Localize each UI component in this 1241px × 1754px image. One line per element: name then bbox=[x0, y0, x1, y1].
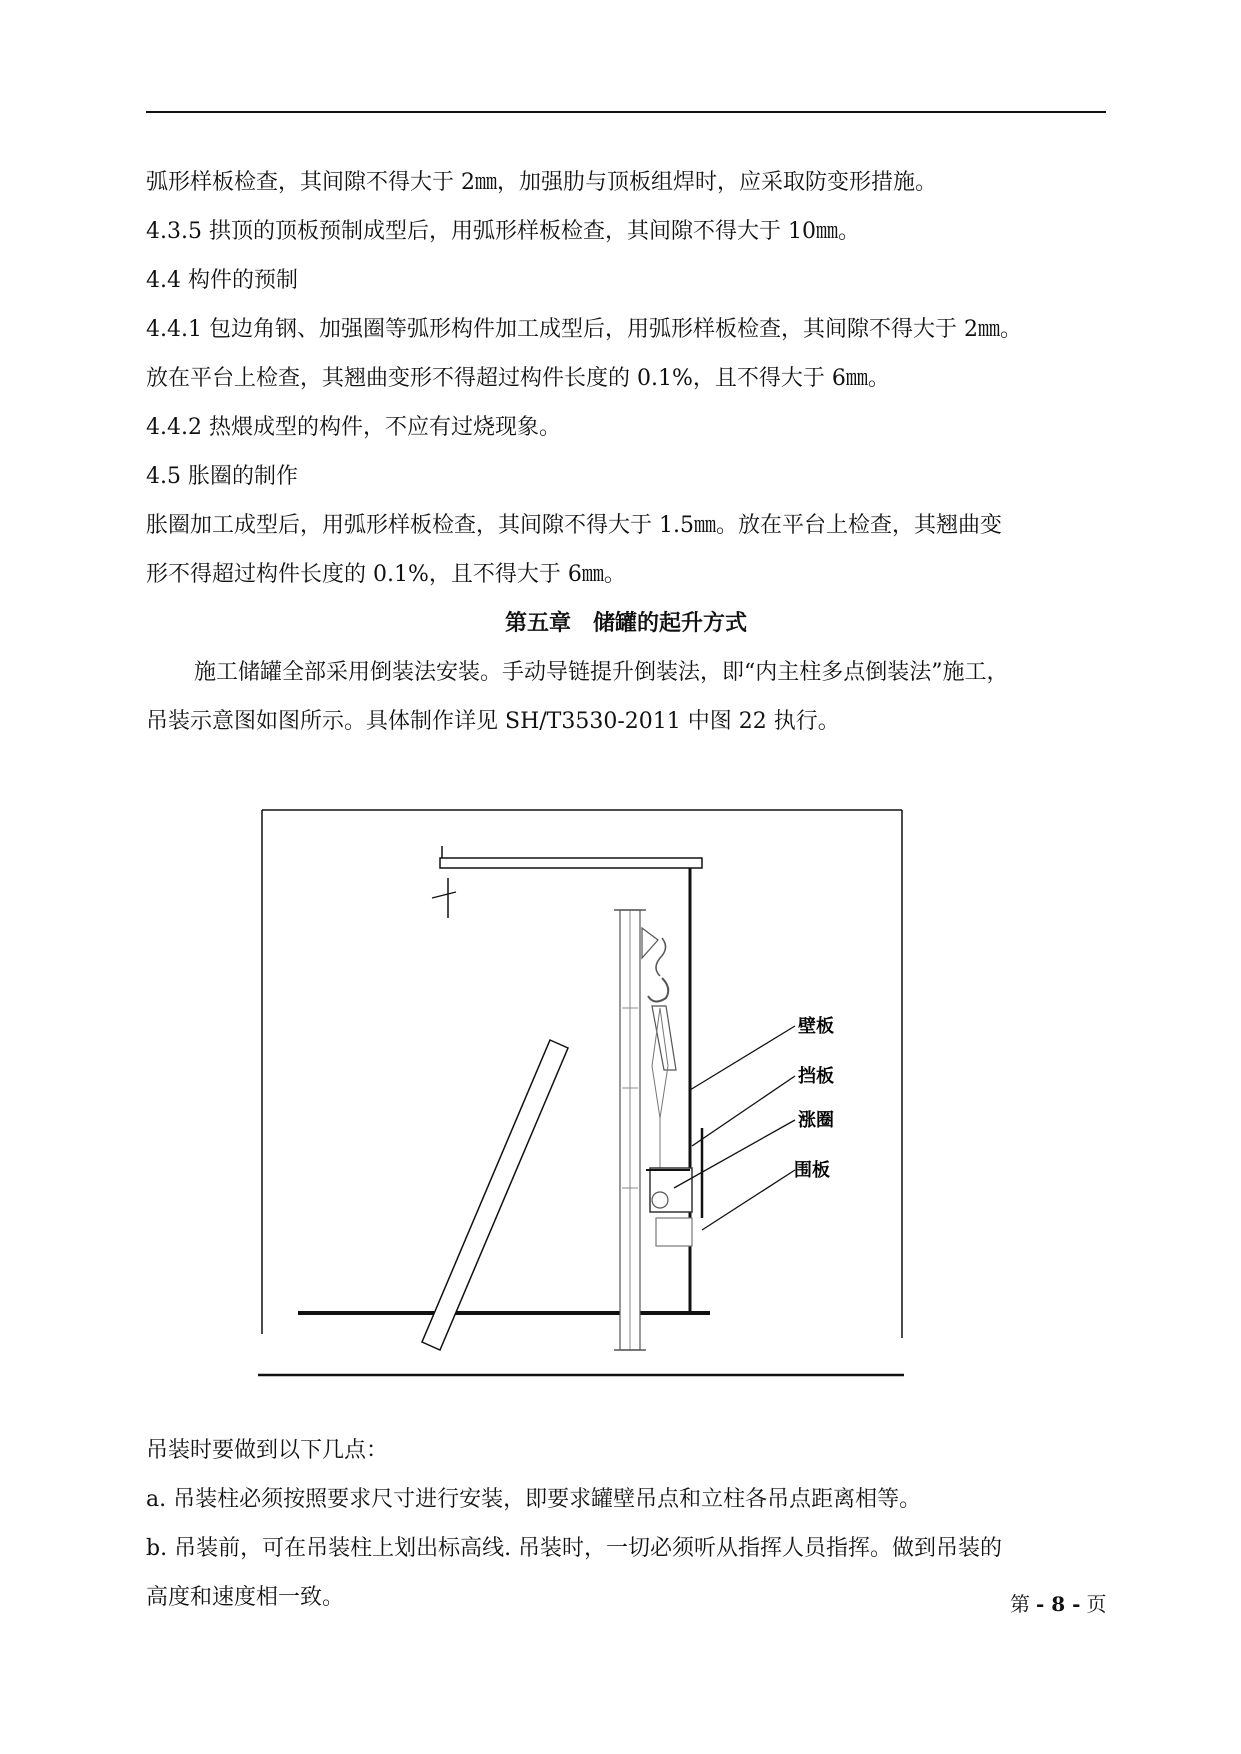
label-baffle: 挡板 bbox=[798, 1066, 834, 1087]
body-text-top bbox=[146, 158, 1106, 746]
enclosure-block bbox=[656, 1218, 692, 1246]
paragraph: 弧形样板检查，其间隙不得大于 2㎜，加强肋与顶板组焊时，应采取防变形措施。 bbox=[146, 170, 937, 195]
leader-line-ring bbox=[674, 1120, 795, 1188]
paragraph: 吊装时要做到以下几点： bbox=[146, 1438, 389, 1463]
label-enclosure: 围板 bbox=[794, 1160, 830, 1181]
paragraph: 形不得超过构件长度的 0.1%，且不得大于 6㎜。 bbox=[146, 562, 626, 587]
hanger-mark bbox=[432, 892, 456, 898]
leader-line-enclosure bbox=[702, 1170, 795, 1230]
header-rule bbox=[146, 111, 1106, 113]
hoist-bracket bbox=[642, 928, 658, 958]
footer-suffix: 页 bbox=[1086, 1592, 1107, 1616]
paragraph: 高度和速度相一致。 bbox=[146, 1585, 345, 1610]
page-number: - 8 - bbox=[1036, 1592, 1081, 1616]
section-heading: 4.4 构件的预制 bbox=[146, 268, 298, 293]
list-item: b. 吊装前，可在吊装柱上划出标高线. 吊装时，一切必须听从指挥人员指挥。做到吊装的 bbox=[146, 1536, 1003, 1561]
label-wall-plate: 壁板 bbox=[798, 1016, 834, 1037]
paragraph: 4.4.2 热煨成型的构件，不应有过烧现象。 bbox=[146, 415, 561, 440]
leader-line-wall bbox=[690, 1026, 795, 1090]
slanted-brace bbox=[422, 1040, 568, 1350]
lifting-diagram-svg bbox=[250, 808, 910, 1388]
footer-prefix: 第 bbox=[1010, 1592, 1030, 1616]
list-item: a. 吊装柱必须按照要求尺寸进行安装，即要求罐壁吊点和立柱各吊点距离相等。 bbox=[146, 1487, 922, 1512]
leader-line-baffle bbox=[692, 1076, 795, 1146]
paragraph: 4.4.1 包边角钢、加强圈等弧形构件加工成型后，用弧形样板检查，其间隙不得大于 2㎜。 bbox=[146, 317, 1022, 342]
label-expansion-ring: 涨圈 bbox=[798, 1110, 834, 1131]
lifting-diagram bbox=[250, 808, 910, 1388]
paragraph: 施工储罐全部采用倒装法安装。手动导链提升倒装法，即“内主柱多点倒装法”施工， bbox=[194, 660, 1009, 685]
paragraph: 吊装示意图如图所示。具体制作详见 SH/T3530-2011 中图 22 执行。 bbox=[146, 709, 840, 734]
paragraph: 4.3.5 拱顶的顶板预制成型后，用弧形样板检查，其间隙不得大于 10㎜。 bbox=[146, 219, 860, 244]
page-footer bbox=[1010, 1588, 1106, 1617]
top-beam bbox=[440, 858, 702, 868]
paragraph: 胀圈加工成型后，用弧形样板检查，其间隙不得大于 1.5㎜。放在平台上检查，其翘曲变 bbox=[146, 513, 1002, 538]
hook-chain bbox=[656, 938, 666, 976]
roller-icon bbox=[652, 1192, 668, 1208]
body-text-bottom bbox=[146, 1426, 1106, 1622]
paragraph: 放在平台上检查，其翘曲变形不得超过构件长度的 0.1%，且不得大于 6㎜。 bbox=[146, 366, 890, 391]
chapter-title: 第五章 储罐的起升方式 bbox=[504, 611, 747, 636]
hook-icon bbox=[648, 978, 668, 1002]
section-heading: 4.5 胀圈的制作 bbox=[146, 464, 298, 489]
